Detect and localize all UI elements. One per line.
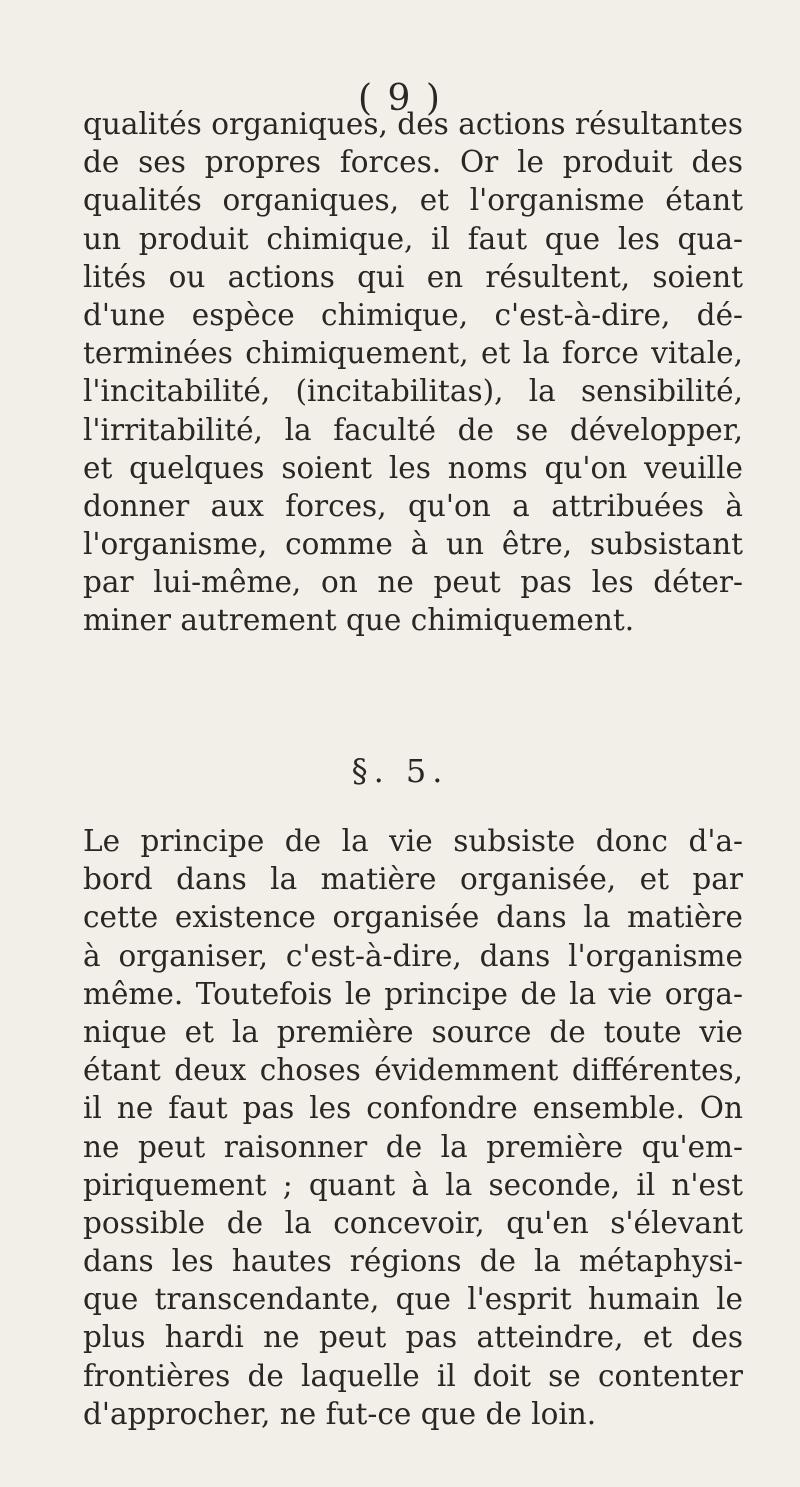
paragraph-2-line: nique et la première source de toute vie xyxy=(83,1014,743,1049)
paragraph-2-line: ne peut raisonner de la première qu'em- xyxy=(83,1129,743,1164)
paragraph-2-line: à organiser, c'est-à-dire, dans l'organisme xyxy=(83,938,743,973)
paragraph-1-line: d'une espèce chimique, c'est-à-dire, dé- xyxy=(83,297,743,332)
paragraph-2-line: bord dans la matière organisée, et par xyxy=(83,862,743,897)
paragraph-1-line: l'organisme, comme à un être, subsistant xyxy=(83,527,743,562)
paragraph-1-line: de ses propres forces. Or le produit des xyxy=(83,145,743,180)
paragraph-1 xyxy=(83,105,743,640)
paragraph-2-line: frontières de laquelle il doit se contenter xyxy=(83,1358,743,1393)
paragraph-1-line: terminées chimiquement, et la force vitale, xyxy=(83,336,743,371)
paragraph-2-line: Le principe de la vie subsiste donc d'a- xyxy=(83,824,743,858)
paragraph-2-line: piriquement ; quant à la seconde, il n'est xyxy=(83,1167,743,1202)
paragraph-2-line: dans les hautes régions de la métaphysi- xyxy=(83,1244,743,1279)
section-mark: §. 5. xyxy=(351,752,449,790)
paragraph-1-line: miner autrement que chimiquement. xyxy=(83,603,635,638)
paragraph-1-line: et quelques soient les noms qu'on veuille xyxy=(83,450,743,485)
page-number: ( 9 ) xyxy=(358,78,442,119)
paragraph-1-line: un produit chimique, il faut que les qua- xyxy=(83,221,743,256)
paragraph-1-line: lités ou actions qui en résultent, soient xyxy=(83,259,743,294)
paragraph-2-line: il ne faut pas les confondre ensemble. On xyxy=(83,1091,743,1126)
paragraph-2-line: même. Toutefois le principe de la vie orga- xyxy=(83,976,743,1011)
paragraph-2-line: que transcendante, que l'esprit humain le xyxy=(83,1282,743,1317)
paragraph-1-line: par lui-même, on ne peut pas les déter- xyxy=(83,565,743,600)
paragraph-2-line: cette existence organisée dans la matière xyxy=(83,900,743,935)
paragraph-2-line: étant deux choses évidemment différentes, xyxy=(83,1053,743,1088)
paragraph-1-line: qualités organiques, et l'organisme étant xyxy=(83,183,743,218)
paragraph-1-line: l'irritabilité, la faculté de se développer, xyxy=(83,412,743,447)
paragraph-1-line: qualités organiques, des actions résultantes xyxy=(83,107,743,141)
paragraph-1-line: l'incitabilité, (incitabilitas), la sensibilité, xyxy=(83,374,743,409)
paragraph-2 xyxy=(83,822,743,1433)
paragraph-2-line: d'approcher, ne fut-ce que de loin. xyxy=(83,1396,597,1431)
paragraph-2-line: plus hardi ne peut pas atteindre, et des xyxy=(83,1320,743,1355)
paragraph-1-line: donner aux forces, qu'on a attribuées à xyxy=(83,488,743,523)
paragraph-2-line: possible de la concevoir, qu'en s'élevant xyxy=(83,1205,743,1240)
